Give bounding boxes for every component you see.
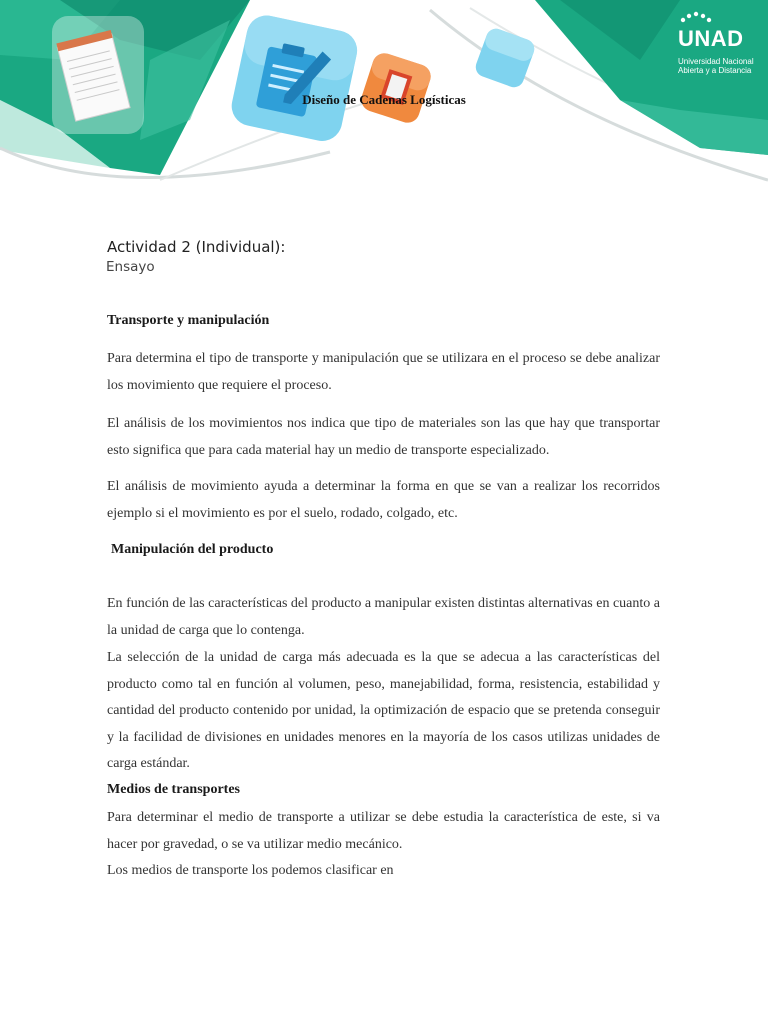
paragraph: El análisis de movimiento ayuda a determinar la forma en que se van a realizar los recorridos ejemplo si el movimiento es por el suelo, rodado, colgado, etc. [107,479,660,521]
section-heading-transporte: Transporte y manipulación [107,313,270,328]
notepad-icon [52,16,144,134]
logo-subtitle-line1: Universidad Nacional [678,57,754,66]
logo-text: UNAD [678,26,744,51]
activity-subheading: Ensayo [106,259,155,275]
paragraph: El análisis de los movimientos nos indica que tipo de materiales son las que hay que transportar esto significa que para cada material hay un medio de transporte especializado. [107,416,660,458]
logo-subtitle [678,57,768,75]
clipboard-pencil-icon [228,12,361,145]
document-title: Diseño de Cadenas Logísticas [302,92,466,107]
paragraph: Para determina el tipo de transporte y manipulación que se utilizara en el proceso se debe analizar los movimiento que requiere el proceso. [107,351,660,393]
paragraph: Para determinar el medio de transporte a utilizar se debe estudia la característica de este, si va hacer por gravedad, o se va utilizar medio mecánico. [107,810,660,852]
paragraph: En función de las características del producto a manipular existen distintas alternativas en cuanto a la unidad de carga que lo contenga. [107,596,660,638]
book-icon [358,50,434,126]
section-heading-medios: Medios de transportes [107,782,240,797]
activity-heading: Actividad 2 (Individual): [107,238,286,256]
section-heading-manipulacion: Manipulación del producto [111,542,274,557]
paragraph: La selección de la unidad de carga más adecuada es la que se adecua a las características del producto como tal en función al volumen, peso, manejabilidad, forma, resistencia, estabilidad y cantidad del producto contenido por unidad, la optimización de espacio que se pretenda conseguir y la facilidad de divisiones en unidades menores en la mayoría de los casos utilizas unidades de carga estándar. [107,650,660,772]
paragraph: Los medios de transporte los podemos clasificar en [107,863,394,878]
logo-subtitle-line2: Abierta y a Distancia [678,66,752,75]
